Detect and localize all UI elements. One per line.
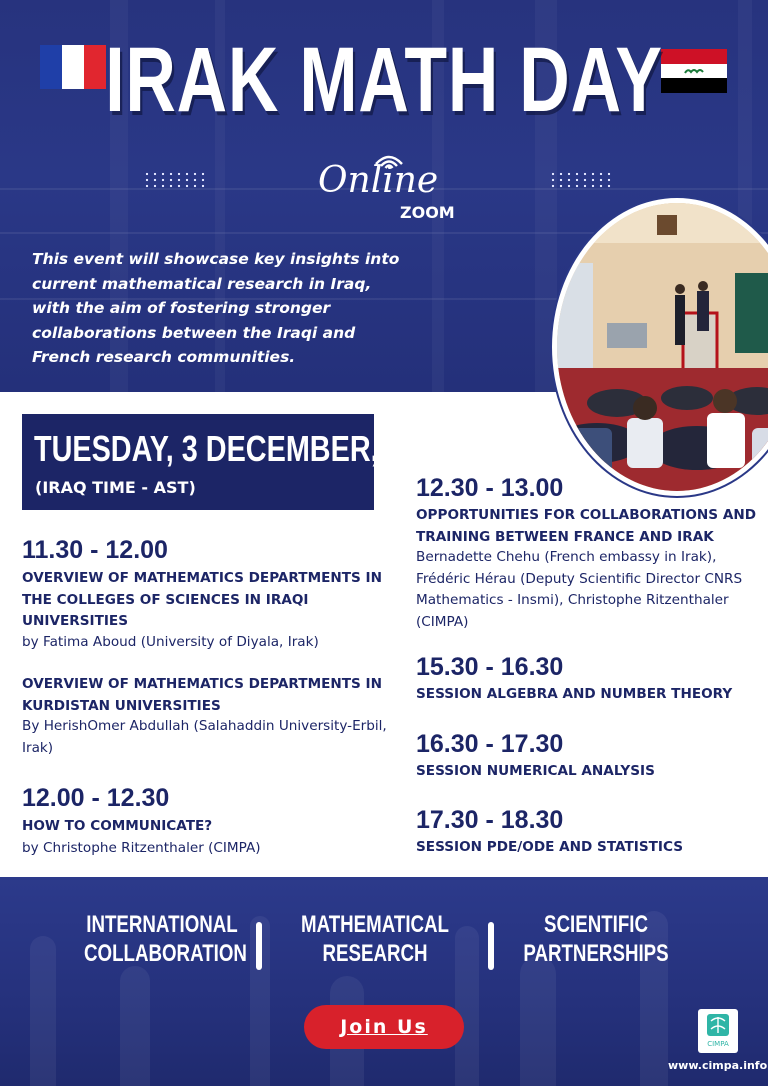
time-slot: 17.30 - 18.30: [416, 806, 564, 834]
intro-text: This event will showcase key insights into current mathematical research in Iraq, with the aim of fostering stronger collaborations between the Iraqi and French research communities.: [32, 250, 400, 366]
session-title: OPPORTUNITIES FOR COLLABORATIONS AND TRAINING BETWEEN FRANCE AND IRAK: [416, 507, 757, 545]
time-slot: 11.30 - 12.00: [22, 536, 168, 564]
session-speakers: By HerishOmer Abdullah (Salahaddin University-Erbil, Irak): [22, 718, 387, 756]
session-speakers: by Fatima Aboud (University of Diyala, Irak): [22, 634, 319, 650]
decorative-dots-right: [549, 171, 615, 189]
divider: [488, 922, 494, 970]
decorative-dots-left: [143, 171, 209, 189]
time-slot: 12.30 - 13.00: [416, 474, 564, 502]
online-label: Online: [318, 160, 439, 201]
website-link[interactable]: www.cimpa.info: [668, 1059, 768, 1072]
session-title: SESSION PDE/ODE AND STATISTICS: [416, 839, 683, 855]
time-slot: 15.30 - 16.30: [416, 653, 564, 681]
pillar-line: INTERNATIONAL: [86, 911, 238, 938]
pillar-line: MATHEMATICAL: [300, 911, 450, 938]
pillar-line: PARTNERSHIPS: [523, 940, 669, 967]
event-date: TUESDAY, 3 DECEMBER, 2024: [34, 428, 451, 469]
session-speakers: Bernadette Chehu (French embassy in Irak), Frédéric Hérau (Deputy Scientific Director CNRS Mathematics - Insmi), Christophe Ritzenthaler (CIMPA): [416, 549, 743, 630]
date-box: [22, 414, 451, 510]
pillar-scientific-partnerships: [518, 910, 674, 968]
cimpa-logo: [698, 1009, 738, 1053]
pillar-line: COLLABORATION: [84, 940, 247, 967]
pillar-line: SCIENTIFIC: [543, 911, 649, 938]
session-speakers: by Christophe Ritzenthaler (CIMPA): [22, 840, 261, 856]
session-title: HOW TO COMMUNICATE?: [22, 818, 213, 834]
join-us-button[interactable]: Join Us: [304, 1005, 464, 1049]
session-title: SESSION ALGEBRA AND NUMBER THEORY: [416, 686, 733, 702]
pillar-mathematical-research: [297, 910, 453, 968]
pillar-line: RESEARCH: [322, 940, 428, 967]
cimpa-logo-text: CIMPA: [707, 1040, 729, 1048]
timezone-label: (IRAQ TIME - AST): [35, 478, 196, 497]
zoom-label: ZOOM: [400, 203, 455, 222]
pillar-international-collaboration: [84, 910, 247, 968]
footer-banner: [0, 877, 768, 1086]
divider: [256, 922, 262, 970]
event-title: IRAK MATH DAY: [105, 29, 663, 131]
time-slot: 16.30 - 17.30: [416, 730, 564, 758]
session-title: OVERVIEW OF MATHEMATICS DEPARTMENTS IN KURDISTAN UNIVERSITIES: [22, 676, 382, 714]
session-title: SESSION NUMERICAL ANALYSIS: [416, 763, 655, 779]
session-title: OVERVIEW OF MATHEMATICS DEPARTMENTS IN THE COLLEGES OF SCIENCES IN IRAQI UNIVERSITIES: [22, 570, 382, 629]
time-slot: 12.00 - 12.30: [22, 784, 170, 812]
